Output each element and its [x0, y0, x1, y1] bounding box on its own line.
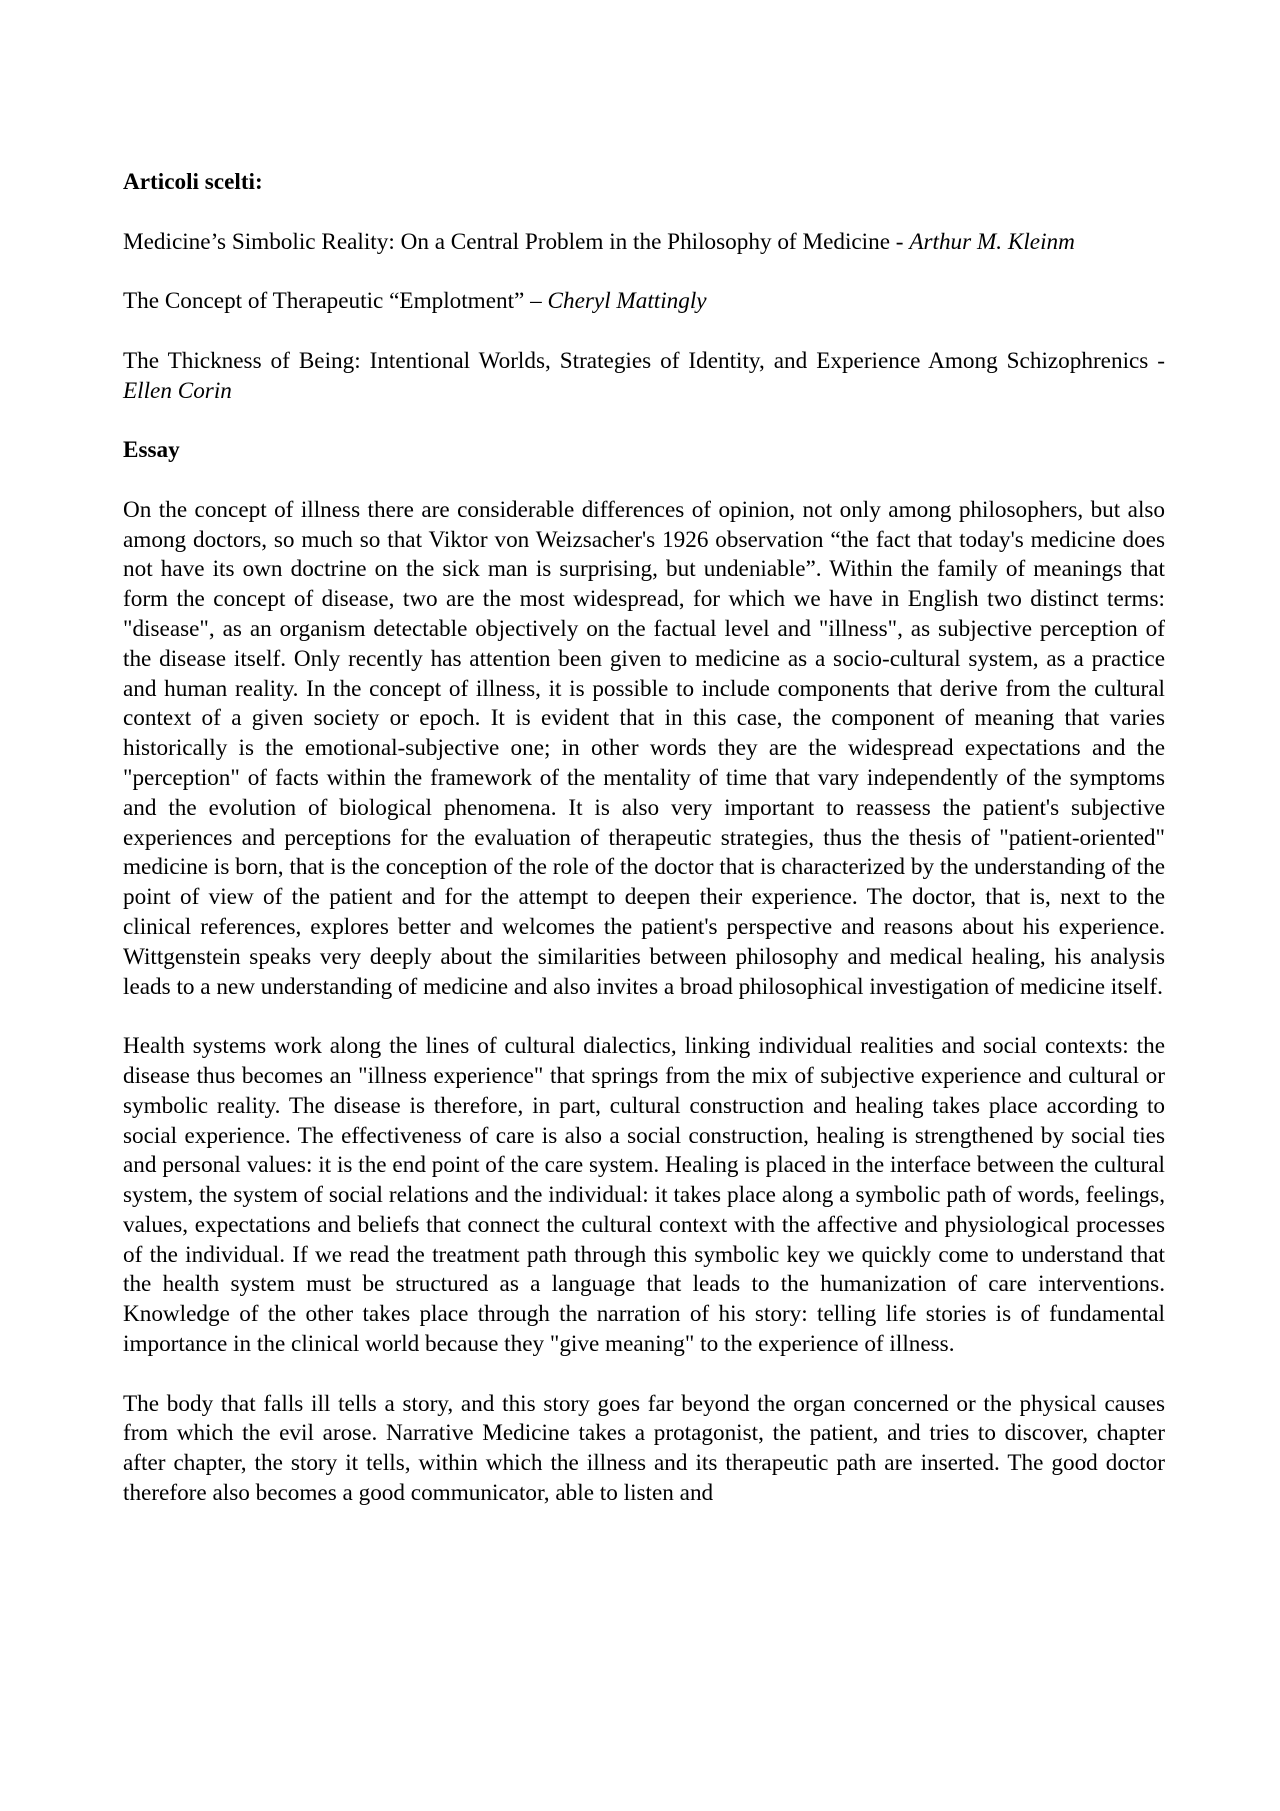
essay-paragraph: The body that falls ill tells a story, and this story goes far beyond the organ concerned or the physical causes from which the evil arose. Narrative Medicine takes a protagonist, the patient, and tries to discover, chapter after chapter, the story it tells, within which the illness and its therapeutic path are inserted. The good doctor therefore also becomes a good communicator, able to listen and — [123, 1390, 1165, 1507]
essay-heading: Essay — [123, 437, 180, 464]
selected-articles-heading: Articoli scelti: — [123, 169, 263, 195]
article-title: Medicine’s Simbolic Reality: On a Central Problem in the Philosophy of Medicine - — [123, 228, 910, 255]
article-author: Arthur M. Kleinm — [909, 228, 1075, 255]
article-entry — [123, 228, 1165, 258]
article-author: Cheryl Mattingly — [547, 288, 707, 315]
article-entry — [123, 347, 1165, 407]
document-page — [123, 168, 1165, 1509]
article-entry — [123, 287, 1165, 317]
essay-paragraph: Health systems work along the lines of cultural dialectics, linking individual realities and social contexts: the disease thus becomes an "illness experience" that springs from the mix of subjective experience and cultural or symbolic reality. The disease is therefore, in part, cultural construction and healing takes place according to social experience. The effectiveness of care is also a social construction, healing is strengthened by social ties and personal values: it is the end point of the care system. Healing is placed in the interface between the cultural system, the system of social relations and the individual: it takes place along a symbolic path of words, feelings, values, expectations and beliefs that connect the cultural context with the affective and physiological processes of the individual. If we read the treatment path through this symbolic key we quickly come to understand that the health system must be structured as a language that leads to the humanization of care interventions. Knowledge of the other takes place through the narration of his story: telling life stories is of fundamental importance in the clinical world because they "give meaning" to the experience of illness. — [123, 1033, 1165, 1358]
article-title: The Thickness of Being: Intentional Worlds, Strategies of Identity, and Experience Among Schizophrenics - — [123, 347, 1165, 374]
article-author: Ellen Corin — [123, 377, 232, 404]
article-title: The Concept of Therapeutic “Emplotment” – — [123, 288, 548, 315]
essay-paragraph: On the concept of illness there are considerable differences of opinion, not only among philosophers, but also among doctors, so much so that Viktor von Weizsacher's 1926 observation “the fact that today's medicine does not have its own doctrine on the sick man is surprising, but undeniable”. Within the family of meanings that form the concept of disease, two are the most widespread, for which we have in English two distinct terms: "disease", as an organism detectable objectively on the factual level and "illness", as subjective perception of the disease itself. Only recently has attention been given to medicine as a socio-cultural system, as a practice and human reality. In the concept of illness, it is possible to include components that derive from the cultural context of a given society or epoch. It is evident that in this case, the component of meaning that varies historically is the emotional-subjective one; in other words they are the widespread expectations and the "perception" of facts within the framework of the mentality of time that vary independently of the symptoms and the evolution of biological phenomena. It is also very important to reassess the patient's subjective experiences and perceptions for the evaluation of therapeutic strategies, thus the thesis of "patient-oriented" medicine is born, that is the conception of the role of the doctor that is characterized by the understanding of the point of view of the patient and for the attempt to deepen their experience. The doctor, that is, next to the clinical references, explores better and welcomes the patient's perspective and reasons about his experience. Wittgenstein speaks very deeply about the similarities between philosophy and medical healing, his analysis leads to a new understanding of medicine and also invites a broad philosophical investigation of medicine itself. — [123, 496, 1165, 1000]
